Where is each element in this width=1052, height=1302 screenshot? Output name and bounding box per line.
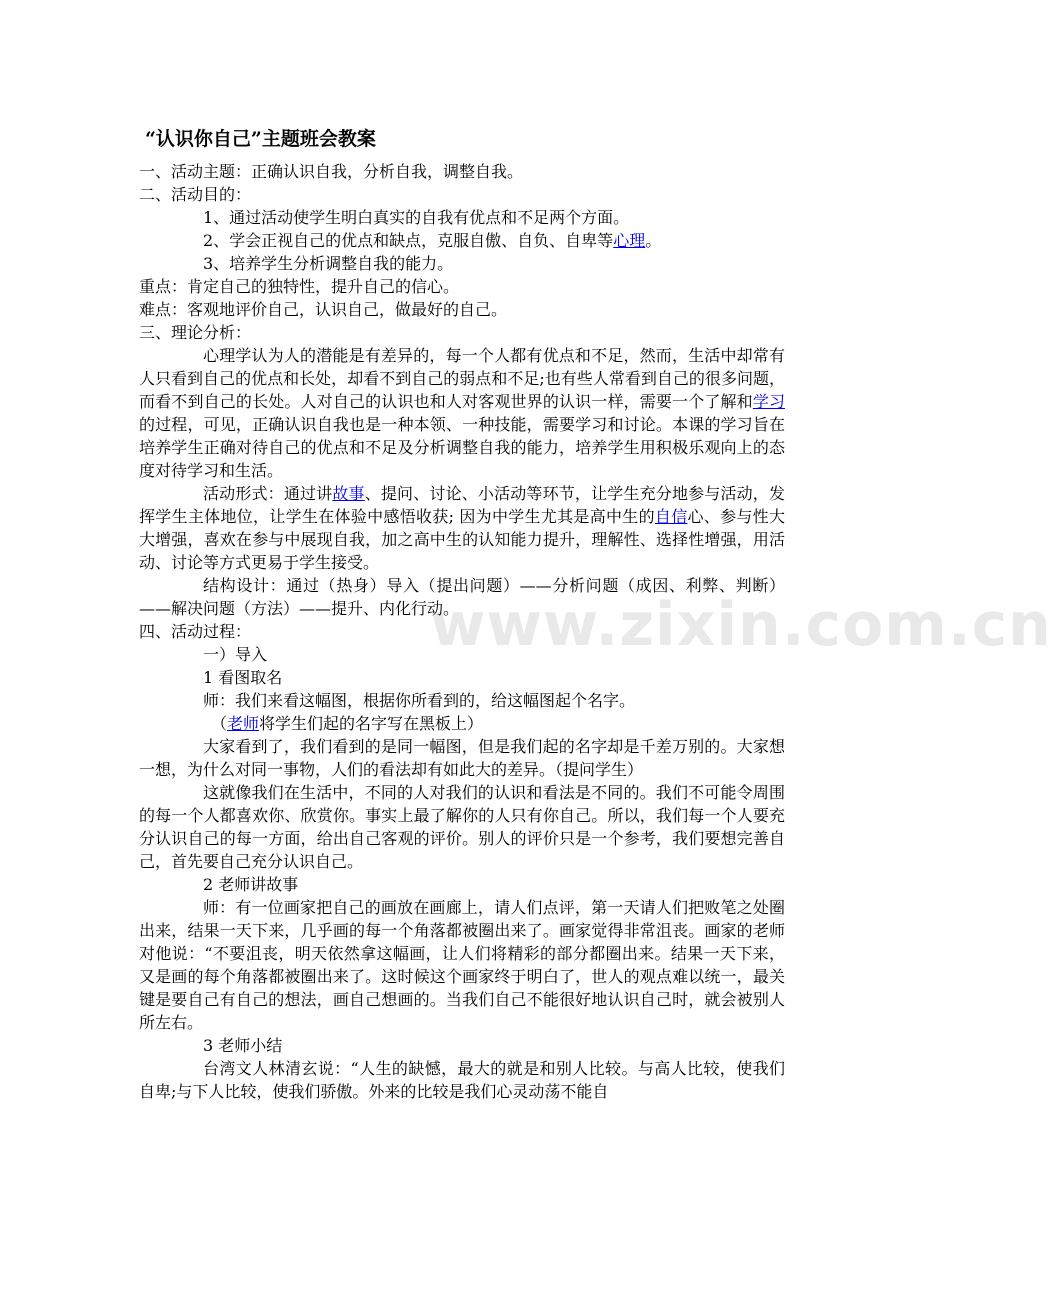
note-open: （	[211, 714, 228, 733]
link-teacher[interactable]: 老师	[227, 714, 260, 733]
teacher-line-1: 师：我们来看这幅图，根据你所看到的，给这幅图起个名字。	[203, 691, 636, 710]
document-title: “认识你自己”主题班会教案	[145, 128, 376, 150]
form-text-mid: 、提问、讨论、小活动等环节，让学生充分地参与活动，发挥学生主体地位，让学生在体验中感悟收获; 因为中学生尤其是高中生的	[139, 484, 785, 526]
sub-heading-2: 2 老师讲故事	[203, 875, 299, 894]
document-body	[139, 160, 785, 1103]
goal-2-text: 2、学会正视自己的优点和缺点，克服自傲、自负、自卑等	[203, 231, 614, 250]
quote-paragraph: 台湾文人林清玄说：“人生的缺憾，最大的就是和别人比较。与高人比较，使我们自卑;与下人比较，使我们骄傲。外来的比较是我们心灵动荡不能自	[139, 1059, 785, 1101]
difficulty-point: 难点：客观地评价自己，认识自己，做最好的自己。	[139, 300, 508, 319]
theory-text: 心理学认为人的潜能是有差异的，每一个人都有优点和不足，然而，生活中却常有人只看到自己的优点和长处，却看不到自己的弱点和不足;也有些人常看到自己的很多问题，而看不到自己的长处。人对自己的认识也和人对客观世界的认识一样，需要一个了解和	[139, 346, 785, 411]
section-3-heading: 三、理论分析：	[139, 323, 252, 342]
step-intro: 一）导入	[203, 645, 268, 664]
goal-3: 3、培养学生分析调整自我的能力。	[203, 254, 454, 273]
key-point: 重点：肯定自己的独特性，提升自己的信心。	[139, 277, 460, 296]
link-confidence[interactable]: 自信	[654, 507, 688, 526]
section-2-heading: 二、活动目的：	[139, 185, 252, 204]
note-text: 将学生们起的名字写在黑板上）	[259, 714, 484, 733]
link-study[interactable]: 学习	[752, 392, 785, 411]
goal-2	[139, 229, 785, 252]
form-text: 活动形式：通过讲	[203, 484, 333, 503]
theory-text-end: 的过程，可见，正确认识自我也是一种本领、一种技能，需要学习和讨论。本课的学习旨在培养学生正确对待自己的优点和不足及分析调整自我的能力，培养学生用积极乐观向上的态度对待学习和生活。	[139, 415, 785, 480]
link-story[interactable]: 故事	[332, 484, 365, 503]
form-text-end: 心、参与性大大增强，喜欢在参与中展现自我，加之高中生的认知能力提升，理解性、选择性增强，用活动、讨论等方式更易于学生接受。	[139, 507, 785, 572]
sub-heading-1: 1 看图取名	[203, 668, 283, 687]
watermark: www.zixin.com.cn	[430, 590, 1052, 660]
activity-form-paragraph	[139, 482, 785, 574]
section-1-theme: 一、活动主题：正确认识自我，分析自我，调整自我。	[139, 162, 524, 181]
sub-heading-3: 3 老师小结	[203, 1036, 283, 1055]
structure-paragraph: 结构设计：通过（热身）导入（提出问题）——分析问题（成因、利弊、判断）——解决问题（方法）——提升、内化行动。	[139, 576, 785, 618]
link-psychology[interactable]: 心理	[613, 231, 646, 250]
section-4-heading: 四、活动过程：	[139, 622, 252, 641]
theory-paragraph	[139, 344, 785, 482]
goal-2-end: 。	[645, 231, 662, 250]
paragraph-b: 这就像我们在生活中，不同的人对我们的认识和看法是不同的。我们不可能令周围的每一个人都喜欢你、欣赏你。事实上最了解你的人只有你自己。所以，我们每一个人要充分认识自己的每一方面，给出自己客观的评价。别人的评价只是一个参考，我们要想完善自己，首先要自己充分认识自己。	[139, 783, 785, 871]
story-paragraph: 师：有一位画家把自己的画放在画廊上，请人们点评，第一天请人们把败笔之处圈出来，结果一天下来，几乎画的每一个角落都被圈出来了。画家觉得非常沮丧。画家的老师对他说：“不要沮丧，明天依然拿这幅画，让人们将精彩的部分都圈出来。结果一天下来，又是画的每个角落都被圈出来了。这时候这个画家终于明白了，世人的观点难以统一，最关键是要自己有自己的想法，画自己想画的。当我们自己不能很好地认识自己时，就会被别人所左右。	[139, 898, 785, 1032]
paragraph-a: 大家看到了，我们看到的是同一幅图，但是我们起的名字却是千差万别的。大家想一想，为什么对同一事物，人们的看法却有如此大的差异。（提问学生）	[139, 737, 785, 779]
teacher-note	[139, 712, 785, 735]
goal-1: 1、通过活动使学生明白真实的自我有优点和不足两个方面。	[203, 208, 630, 227]
